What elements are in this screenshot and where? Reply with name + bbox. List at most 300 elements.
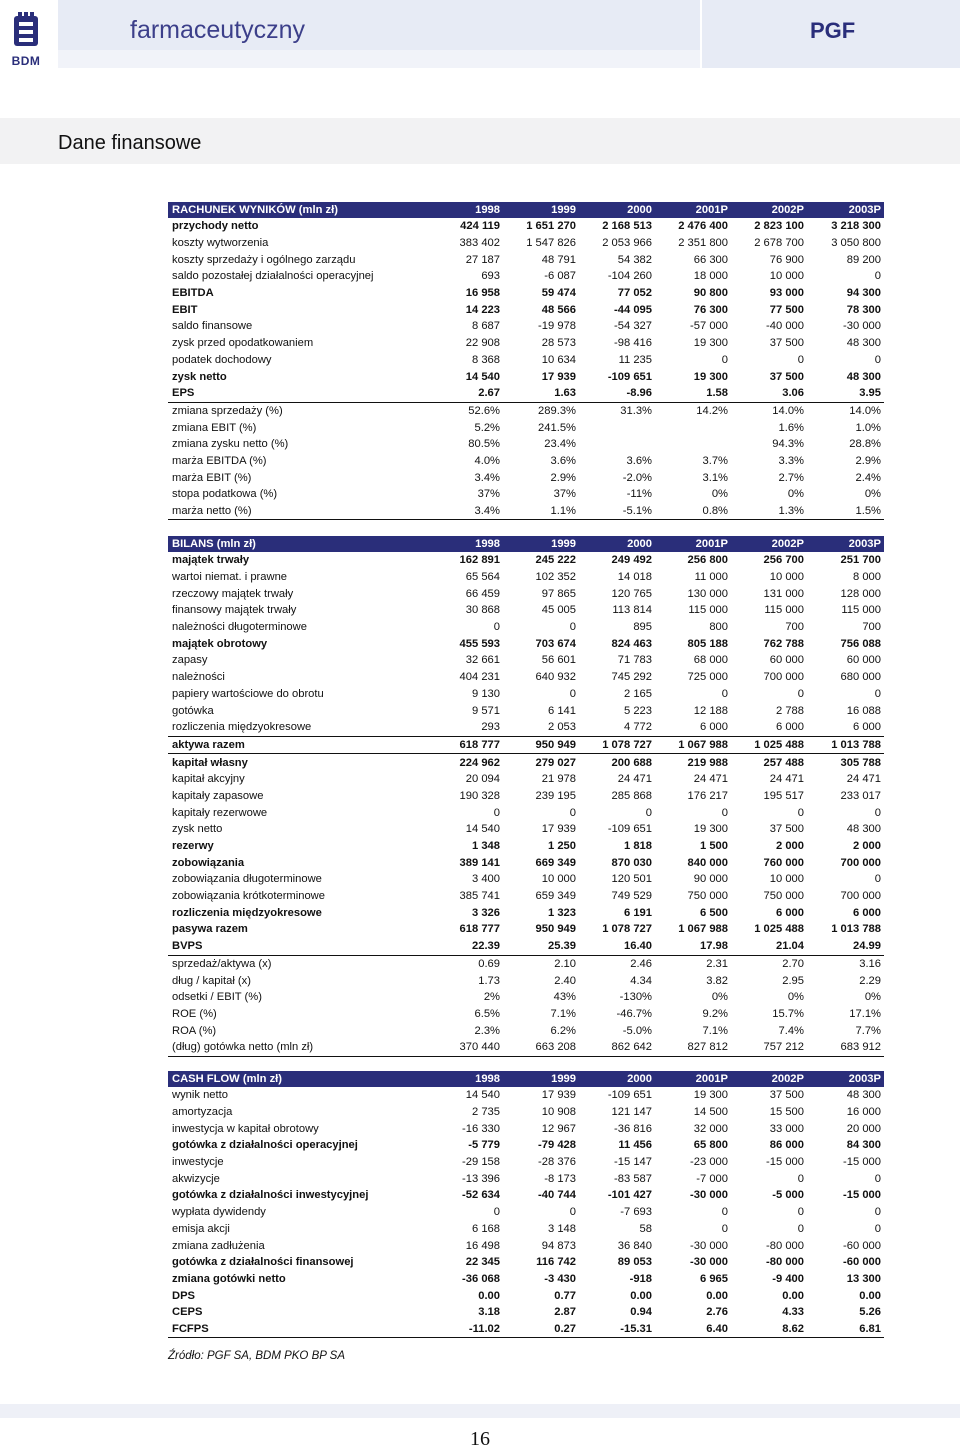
table-row — [168, 218, 884, 235]
cell-value: -15 000 — [766, 1156, 804, 1169]
table-row — [168, 251, 884, 268]
table-header-row — [168, 1071, 884, 1087]
row-label: emisja akcji — [172, 1222, 230, 1235]
cell-value: 130 000 — [687, 587, 728, 600]
cell-value: 14 540 — [465, 823, 500, 836]
cell-value: 6.81 — [807, 1321, 884, 1338]
cell-value: 17.98 — [655, 938, 731, 955]
cell-value: 36 840 — [617, 1239, 652, 1252]
cell-value: 1.5% — [807, 503, 884, 520]
table-row — [168, 385, 884, 402]
row-label: wynik netto — [172, 1089, 228, 1102]
table-row — [168, 686, 884, 703]
cell-value: -130% — [619, 991, 652, 1004]
cell-value: 19 300 — [693, 370, 728, 383]
cell-value: 32 000 — [693, 1122, 728, 1135]
row-label: rozliczenia międzyokresowe — [168, 719, 436, 736]
cell-value: 5 223 — [624, 704, 652, 717]
cell-value: -19 978 — [538, 320, 576, 333]
cell-value: -11.02 — [436, 1321, 503, 1338]
cell-value: 2 823 100 — [754, 220, 804, 233]
cell-value: 2 476 400 — [678, 220, 728, 233]
cell-value: 2 351 800 — [678, 237, 728, 250]
row-label: stopa podatkowa (%) — [172, 488, 278, 501]
cell-value: 0 — [493, 621, 500, 634]
cell-value: 115 000 — [688, 604, 728, 617]
cell-value: 2.40 — [554, 974, 576, 987]
cell-value: 424 119 — [460, 220, 500, 233]
cell-value: -54 327 — [614, 320, 652, 333]
row-label: ROE (%) — [172, 1007, 217, 1020]
table-row — [168, 1271, 884, 1288]
cell-value: 383 402 — [459, 237, 500, 250]
cell-value: 6.40 — [655, 1321, 731, 1338]
cell-value: 24.99 — [807, 938, 884, 955]
cell-value: 0 — [797, 1172, 804, 1185]
cell-value: 0 — [874, 806, 881, 819]
cell-value: 16.40 — [579, 938, 655, 955]
table-row — [168, 736, 884, 754]
cell-value: 90 000 — [693, 873, 728, 886]
cell-value: 162 891 — [459, 554, 500, 567]
cell-value: 0 — [874, 270, 881, 283]
cell-value: 700 000 — [763, 671, 804, 684]
cell-value: 21.04 — [731, 938, 807, 955]
cell-value: 256 800 — [687, 554, 728, 567]
cell-value: 30 868 — [465, 604, 500, 617]
cell-value: 233 017 — [840, 789, 881, 802]
table-row — [168, 1221, 884, 1238]
year-header: 2002P — [731, 1071, 807, 1087]
cell-value: 6 000 — [655, 719, 731, 736]
cell-value: 31.3% — [620, 404, 652, 417]
cell-value: 3.18 — [478, 1306, 500, 1319]
cell-value: 59 474 — [541, 287, 576, 300]
table-row — [168, 619, 884, 636]
cell-value: 28 573 — [541, 337, 576, 350]
cell-value: 756 088 — [840, 637, 881, 650]
cell-value: 66 300 — [693, 253, 728, 266]
table-row — [168, 804, 884, 821]
cell-value: 28.8% — [849, 438, 881, 451]
cell-value: 5.26 — [859, 1306, 881, 1319]
row-label: akwizycje — [172, 1172, 220, 1185]
cell-value: 0 — [493, 806, 500, 819]
cell-value: 950 949 — [503, 736, 579, 754]
cell-value: 700 — [785, 621, 804, 634]
row-label: rozliczenia międzyokresowe — [172, 906, 322, 919]
cell-value: 116 742 — [536, 1256, 576, 1269]
cell-value: 1 651 270 — [526, 220, 576, 233]
cell-value: 1 013 788 — [807, 736, 884, 754]
cell-value: 1.73 — [478, 974, 500, 987]
cell-value: 1 547 826 — [526, 237, 576, 250]
cell-value: 2 053 — [503, 719, 579, 736]
cell-value: 0 — [874, 1206, 881, 1219]
table-row — [168, 1022, 884, 1039]
cell-value: 251 700 — [840, 554, 881, 567]
cell-value: 257 488 — [763, 756, 804, 769]
cell-value: -6 087 — [544, 270, 576, 283]
row-label: zmiana zadłużenia — [172, 1239, 265, 1252]
cell-value: 89 053 — [617, 1256, 652, 1269]
table-row — [168, 1304, 884, 1321]
cell-value: 45 005 — [541, 604, 576, 617]
cell-value: -46.7% — [616, 1007, 652, 1020]
table-row — [168, 854, 884, 871]
cell-value: 2 678 700 — [754, 237, 804, 250]
cell-value: 13 300 — [846, 1272, 881, 1285]
cell-value: 2.95 — [782, 974, 804, 987]
cell-value: 249 492 — [611, 554, 652, 567]
row-label: majątek obrotowy — [172, 637, 268, 650]
row-label: EBIT — [172, 303, 198, 316]
sector-title: farmaceutyczny — [130, 16, 306, 44]
table-row — [168, 1237, 884, 1254]
cell-value: 2.4% — [855, 471, 881, 484]
year-header: 2002P — [731, 536, 807, 552]
cell-value: 1 250 — [548, 840, 576, 853]
cell-value: 3.6% — [550, 454, 576, 467]
cell-value: 219 988 — [687, 756, 728, 769]
cell-value: 14 500 — [693, 1106, 728, 1119]
cell-value: -40 000 — [766, 320, 804, 333]
cell-value: 8 687 — [472, 320, 500, 333]
cell-value: 2 168 513 — [602, 220, 652, 233]
cell-value: 224 962 — [459, 756, 500, 769]
cell-value: -109 651 — [607, 823, 652, 836]
cell-value: 37 500 — [769, 1089, 804, 1102]
year-header: 2001P — [655, 536, 731, 552]
cell-value: 94.3% — [772, 438, 804, 451]
table-row — [168, 1154, 884, 1171]
cell-value: 0.00 — [630, 1289, 652, 1302]
cell-value: 2 000 — [776, 840, 804, 853]
cell-value: 2.9% — [855, 454, 881, 467]
cell-value: 6 965 — [700, 1272, 728, 1285]
cell-value: 20 094 — [465, 773, 500, 786]
cell-value: 17 939 — [541, 823, 576, 836]
cell-value: 0 — [721, 806, 728, 819]
year-header: 1998 — [436, 1071, 503, 1087]
cell-value: 68 000 — [693, 654, 728, 667]
cell-value: 1 323 — [548, 906, 576, 919]
table-row — [168, 1039, 884, 1056]
cell-value: 805 188 — [687, 637, 728, 650]
row-label: amortyzacja — [172, 1106, 233, 1119]
cell-value: 4.33 — [782, 1306, 804, 1319]
year-header: 1998 — [436, 202, 503, 218]
table-row — [168, 955, 884, 972]
row-label: koszty wytworzenia — [172, 237, 269, 250]
cell-value: 3.82 — [706, 974, 728, 987]
cell-value: 8.62 — [731, 1321, 807, 1338]
cell-value: 3 050 800 — [831, 237, 881, 250]
row-label: EBITDA — [172, 287, 214, 300]
cell-value: 56 601 — [541, 654, 576, 667]
cell-value: 3.7% — [702, 454, 728, 467]
table-row — [168, 754, 884, 771]
row-label: wartoi niemat. i prawne — [172, 571, 288, 584]
cell-value: -101 427 — [607, 1189, 652, 1202]
cell-value: 190 328 — [459, 789, 500, 802]
cell-value: 10 634 — [541, 353, 576, 366]
cell-value: 0 — [721, 687, 728, 700]
cell-value: 700 000 — [840, 890, 881, 903]
row-label: podatek dochodowy — [172, 353, 272, 366]
cell-value: 1 025 488 — [731, 736, 807, 754]
cell-value: 0 — [797, 1206, 804, 1219]
cell-value: 2 000 — [853, 840, 881, 853]
cell-value: 77 500 — [769, 303, 804, 316]
cell-value: 455 593 — [459, 637, 500, 650]
row-label: koszty sprzedaży i ogólnego zarządu — [172, 253, 356, 266]
cell-value: -30 000 — [690, 1189, 728, 1202]
table-row — [168, 1170, 884, 1187]
cell-value: -80 000 — [766, 1239, 804, 1252]
cell-value: -79 428 — [538, 1139, 576, 1152]
row-label: kapitały rezerwowe — [172, 806, 268, 819]
cell-value: 65 800 — [693, 1139, 728, 1152]
cell-value: 195 517 — [763, 789, 804, 802]
cell-value: 862 642 — [579, 1039, 655, 1056]
cell-value: 0.00 — [478, 1289, 500, 1302]
cell-value: 0 — [645, 806, 652, 819]
cell-value: 1.58 — [655, 385, 731, 402]
table-row — [168, 719, 884, 736]
table-row — [168, 453, 884, 470]
cell-value: 54 382 — [617, 253, 652, 266]
cell-value: 824 463 — [611, 637, 652, 650]
cell-value: 25.39 — [503, 938, 579, 955]
cell-value: 120 501 — [611, 873, 652, 886]
cell-value — [579, 436, 655, 453]
row-label: zysk netto — [172, 823, 223, 836]
cell-value: 7.1% — [702, 1024, 728, 1037]
cell-value: 895 — [633, 621, 652, 634]
cell-value: 640 932 — [535, 671, 576, 684]
cell-value: 0 — [721, 353, 728, 366]
cell-value: 17 939 — [541, 370, 576, 383]
row-label: majątek trwały — [172, 554, 250, 567]
row-label: zapasy — [172, 654, 208, 667]
table-row — [168, 503, 884, 520]
cell-value: 749 529 — [611, 890, 652, 903]
cell-value: 200 688 — [611, 756, 652, 769]
row-label: zobowiązania długoterminowe — [172, 873, 322, 886]
cell-value: 0.00 — [859, 1289, 881, 1302]
cell-value: 0% — [787, 991, 804, 1004]
cell-value: 700 000 — [840, 856, 881, 869]
cell-value: 389 141 — [459, 856, 500, 869]
cell-value: -918 — [629, 1272, 652, 1285]
cell-value: 3.6% — [626, 454, 652, 467]
cell-value: -36 816 — [614, 1122, 652, 1135]
cell-value: 97 865 — [541, 587, 576, 600]
cell-value: 12 967 — [541, 1122, 576, 1135]
row-label: sprzedaż/aktywa (x) — [172, 957, 272, 970]
cell-value: 78 300 — [846, 303, 881, 316]
row-label: zmiana zysku netto (%) — [172, 438, 289, 451]
cell-value: 618 777 — [459, 923, 500, 936]
cell-value: 0 — [569, 621, 576, 634]
cell-value: -60 000 — [843, 1239, 881, 1252]
cell-value: 0% — [864, 991, 881, 1004]
cell-value: 1 025 488 — [754, 923, 804, 936]
cell-value: 305 788 — [840, 756, 881, 769]
table-row — [168, 486, 884, 503]
cell-value: 33 000 — [769, 1122, 804, 1135]
cell-value: 19 300 — [693, 1089, 728, 1102]
cell-value: 48 566 — [541, 303, 576, 316]
row-label: marża netto (%) — [168, 503, 436, 520]
cell-value: 11 235 — [618, 353, 652, 366]
cell-value: 827 812 — [655, 1039, 731, 1056]
cell-value: -9 400 — [772, 1272, 804, 1285]
cell-value: 21 978 — [541, 773, 576, 786]
year-header: 1999 — [503, 536, 579, 552]
cell-value: -16 330 — [462, 1122, 500, 1135]
cell-value: 6.2% — [550, 1024, 576, 1037]
cell-value: 693 — [481, 270, 500, 283]
cell-value: 3.95 — [807, 385, 884, 402]
cell-value: 0 — [797, 1222, 804, 1235]
table-row — [168, 771, 884, 788]
cell-value: 0 — [797, 687, 804, 700]
row-label: należności długoterminowe — [172, 621, 307, 634]
cell-value: 870 030 — [611, 856, 652, 869]
cell-value: 2 053 966 — [602, 237, 652, 250]
cell-value: 680 000 — [840, 671, 881, 684]
cash-flow-table — [168, 1071, 884, 1338]
cell-value: 115 000 — [764, 604, 804, 617]
cell-value: 2 788 — [776, 704, 804, 717]
cell-value: 102 352 — [535, 571, 576, 584]
row-label: przychody netto — [172, 220, 259, 233]
cell-value: 120 765 — [611, 587, 652, 600]
table-row — [168, 602, 884, 619]
table-row — [168, 821, 884, 838]
table-row — [168, 585, 884, 602]
cell-value: 0 — [874, 687, 881, 700]
cell-value: 18 000 — [693, 270, 728, 283]
row-label: zmiana sprzedaży (%) — [172, 404, 283, 417]
cell-value: 16 088 — [846, 704, 881, 717]
cell-value: 2.76 — [706, 1306, 728, 1319]
cell-value: 293 — [436, 719, 503, 736]
table-row — [168, 352, 884, 369]
table-row — [168, 402, 884, 419]
cell-value: 2 165 — [624, 687, 652, 700]
cell-value: 10 908 — [541, 1106, 576, 1119]
cell-value: 279 027 — [535, 756, 576, 769]
cell-value: 1 013 788 — [831, 923, 881, 936]
cell-value: 7.4% — [778, 1024, 804, 1037]
table-row — [168, 669, 884, 686]
cell-value: 24 471 — [769, 773, 804, 786]
cell-value: 76 300 — [693, 303, 728, 316]
cell-value: 404 231 — [459, 671, 500, 684]
row-label: (dług) gotówka netto (mln zł) — [168, 1039, 436, 1056]
cell-value: 0 — [797, 806, 804, 819]
cell-value: 385 741 — [459, 890, 500, 903]
cell-value: 3 218 300 — [831, 220, 881, 233]
cell-value: -5.1% — [579, 503, 655, 520]
cell-value: 10 000 — [769, 873, 804, 886]
table-row — [168, 301, 884, 318]
cell-value: 0 — [569, 1206, 576, 1219]
balance-sheet-table — [168, 536, 884, 1057]
cell-value: 16 498 — [465, 1239, 500, 1252]
table-row — [168, 268, 884, 285]
row-label: aktywa razem — [168, 736, 436, 754]
cell-value: 93 000 — [769, 287, 804, 300]
cell-value — [655, 436, 731, 453]
cell-value: 0 — [874, 1222, 881, 1235]
cell-value: 86 000 — [769, 1139, 804, 1152]
table-row — [168, 436, 884, 453]
year-header: 2000 — [579, 202, 655, 218]
cell-value: 2 735 — [472, 1106, 500, 1119]
cell-value: 17 939 — [541, 1089, 576, 1102]
row-label: saldo finansowe — [172, 320, 253, 333]
cell-value: -52 634 — [462, 1189, 500, 1202]
cell-value: 0% — [787, 488, 804, 501]
cell-value: 24 471 — [617, 773, 652, 786]
cell-value: 745 292 — [611, 671, 652, 684]
year-header: 1999 — [503, 202, 579, 218]
table-row — [168, 788, 884, 805]
row-label: rezerwy — [172, 840, 214, 853]
row-label: BVPS — [168, 938, 436, 955]
row-label: gotówka z działalności operacyjnej — [172, 1139, 358, 1152]
cell-value: 22 345 — [465, 1256, 500, 1269]
table-row — [168, 1321, 884, 1338]
cell-value: 241.5% — [538, 421, 576, 434]
cell-value: -44 095 — [614, 303, 652, 316]
cell-value: 4.34 — [630, 974, 652, 987]
row-label: FCFPS — [168, 1321, 436, 1338]
section-title: Dane finansowe — [58, 132, 202, 154]
cell-value: 2.9% — [550, 471, 576, 484]
table-title: RACHUNEK WYNIKÓW (mln zł) — [168, 202, 436, 218]
cell-value — [655, 419, 731, 436]
cell-value: 1.6% — [778, 421, 804, 434]
income-statement-table — [168, 202, 884, 520]
cell-value: -109 651 — [607, 1089, 652, 1102]
cell-value: 65 564 — [465, 571, 500, 584]
cell-value: 48 300 — [846, 370, 881, 383]
cell-value: -83 587 — [614, 1172, 652, 1185]
cell-value: 750 000 — [763, 890, 804, 903]
cell-value: -7 000 — [696, 1172, 728, 1185]
cell-value: 8 000 — [853, 571, 881, 584]
table-row — [168, 1087, 884, 1104]
year-header: 1999 — [503, 1071, 579, 1087]
page-number: 16 — [470, 1428, 490, 1450]
cell-value: 1 078 727 — [579, 736, 655, 754]
cell-value: -60 000 — [843, 1256, 881, 1269]
source-note: Źródło: PGF SA, BDM PKO BP SA — [168, 1350, 346, 1362]
row-label: pasywa razem — [172, 923, 248, 936]
cell-value: 0.69 — [478, 957, 500, 970]
cell-value: 2.70 — [782, 957, 804, 970]
cell-value: 9 130 — [472, 687, 500, 700]
cell-value: 2.87 — [554, 1306, 576, 1319]
table-row — [168, 419, 884, 436]
cell-value: 6 000 — [776, 906, 804, 919]
table-row — [168, 235, 884, 252]
